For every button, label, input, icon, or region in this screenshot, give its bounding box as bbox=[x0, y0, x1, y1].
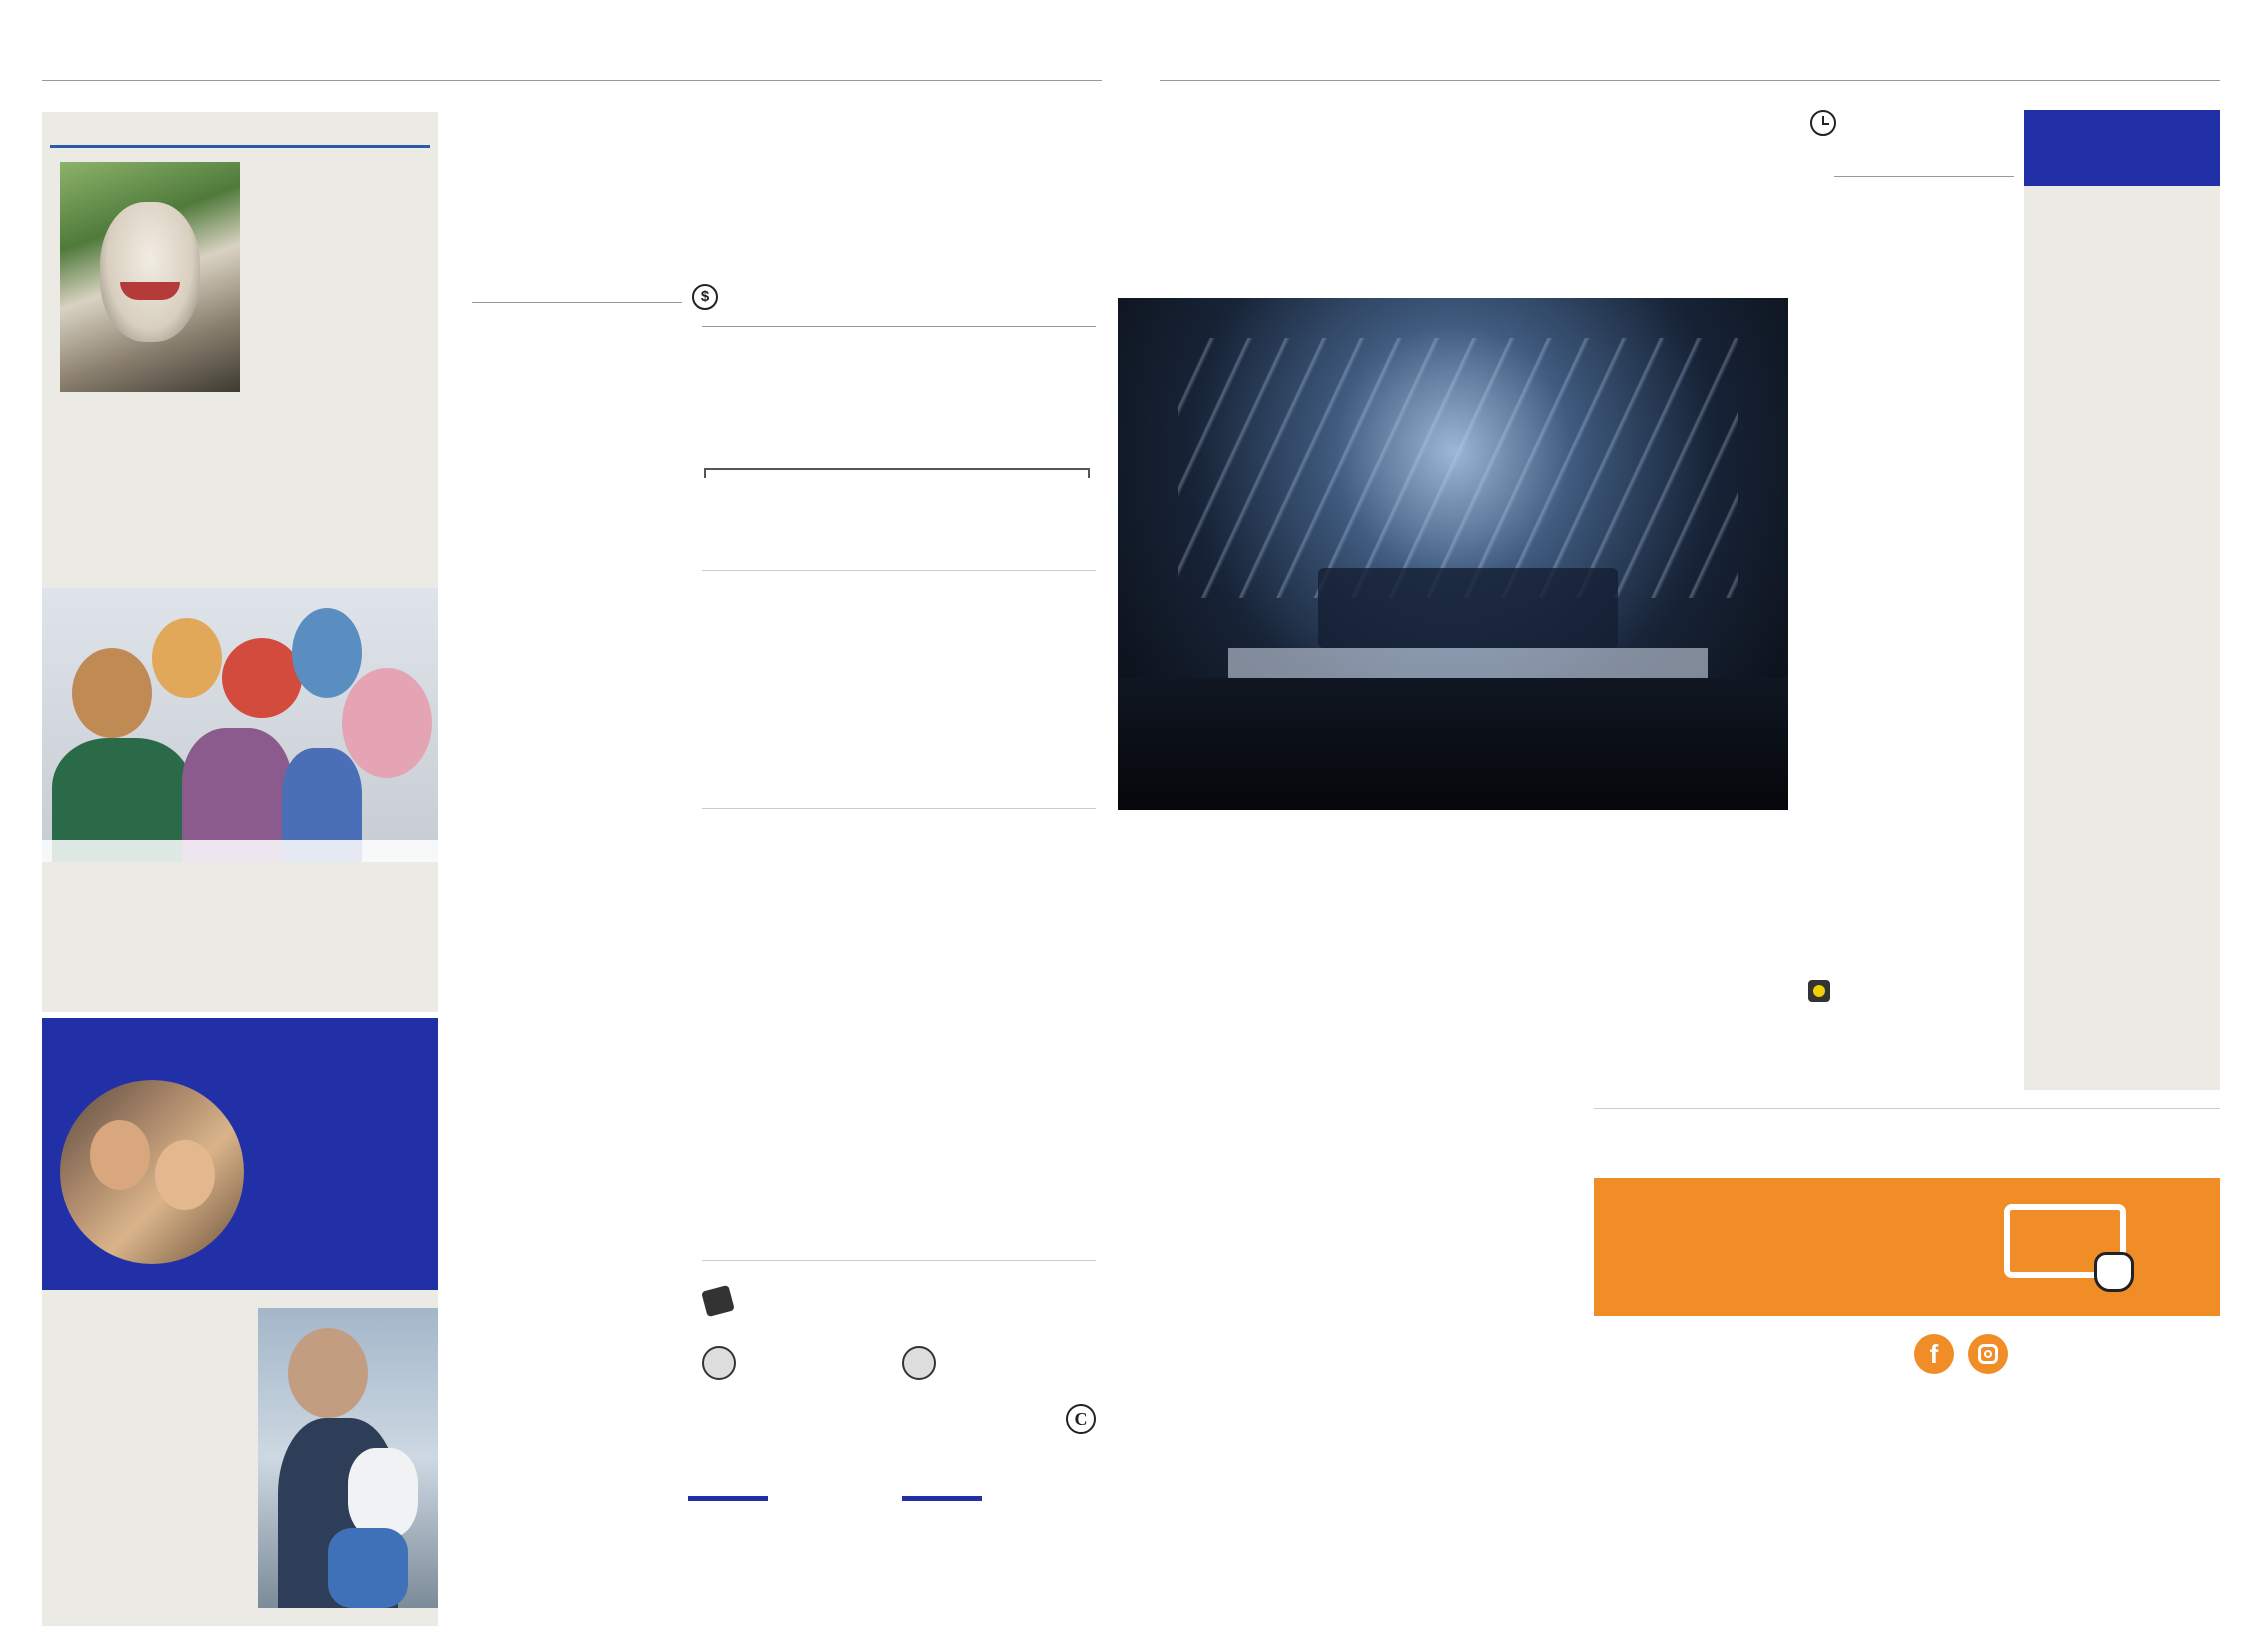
big-stat-127 bbox=[688, 1496, 888, 1505]
puppets-photo bbox=[42, 588, 438, 862]
escenarios-bracket bbox=[704, 468, 1090, 478]
byline-rule bbox=[472, 302, 682, 303]
infographic bbox=[692, 284, 1096, 1460]
header-rule-right bbox=[1160, 80, 2220, 81]
farandula-box bbox=[42, 1018, 438, 1290]
instagram-icon bbox=[1968, 1334, 2008, 1374]
ad-block bbox=[1594, 1120, 2220, 1620]
robot-photo bbox=[258, 1308, 438, 1608]
cursor-hand-icon bbox=[2094, 1252, 2134, 1292]
breves-label-box bbox=[50, 118, 430, 148]
agenda-header bbox=[2024, 110, 2220, 186]
ticket-icon bbox=[701, 1285, 735, 1317]
facebook-icon: f bbox=[1914, 1334, 1954, 1374]
definitiva-icon bbox=[1808, 980, 1830, 1002]
header-rule-left bbox=[42, 80, 1102, 81]
balance-badge: $ bbox=[692, 284, 718, 310]
masks-icon bbox=[902, 1346, 936, 1380]
article-col1 bbox=[472, 312, 684, 320]
article-kicker bbox=[472, 104, 476, 122]
photo-caption bbox=[1120, 816, 1790, 828]
agenda-column bbox=[2024, 110, 2220, 1090]
shakira-photo bbox=[60, 1080, 244, 1264]
agenda-title1 bbox=[2024, 110, 2220, 118]
brain-icon bbox=[702, 1346, 736, 1380]
minuto-icon bbox=[1810, 110, 1836, 136]
concert-photo bbox=[1118, 298, 1788, 810]
article-col3 bbox=[1162, 860, 1358, 868]
ad-products bbox=[1654, 1438, 2194, 1578]
ad-orange-banner bbox=[1594, 1178, 2220, 1316]
ec-logo: C bbox=[1066, 1404, 1096, 1434]
big-stat-104 bbox=[902, 1496, 1082, 1505]
right-page-header bbox=[1160, 48, 2220, 82]
joker-photo bbox=[60, 162, 240, 392]
ad-brand bbox=[1734, 1142, 1740, 1166]
